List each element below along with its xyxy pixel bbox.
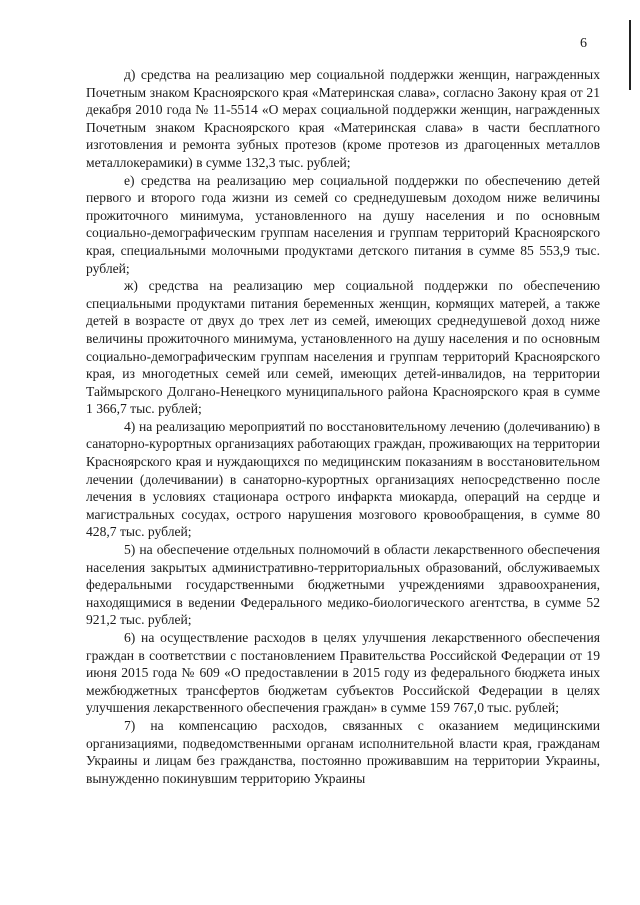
paragraph-6: 6) на осуществление расходов в целях улучшения лекарственного обеспечения граждан в соответствии с постановлением Правительства Российской Федерации от 19 июня 2015 года № 609 «О предоставлении в 2015 году из федерального бюджета иных межбюджетных трансфертов бюджетам субъектов Российской Федерации в целях улучшения лекарственного обеспечения граждан» в сумме 159 767,0 тыс. рублей; xyxy=(86,630,600,716)
document-body xyxy=(86,66,600,787)
paragraph-4: 4) на реализацию мероприятий по восстановительному лечению (долечиванию) в санаторно-курортных организациях работающих граждан, проживающих на территории Красноярского края и нуждающихся по медицинским показаниям в восстановительном лечении (долечивании) в санаторно-курортных организациях непосредственно после лечения в условиях стационара острого инфаркта миокарда, операций на сердце и магистральных сосудах, острого нарушения мозгового кровообращения, в сумме 80 428,7 тыс. рублей; xyxy=(86,418,600,540)
page-edge-line xyxy=(629,20,631,90)
paragraph-5: 5) на обеспечение отдельных полномочий в области лекарственного обеспечения населения закрытых административно-территориальных образований, обслуживаемых федеральными государственными бюджетными учреждениями здравоохранения, находящимися в ведении Федерального медико-биологического агентства, в сумме 52 921,2 тыс. рублей; xyxy=(86,542,600,628)
paragraph-7: 7) на компенсацию расходов, связанных с оказанием медицинскими организациями, подведомственными органам исполнительной власти края, гражданам Украины и лицам без гражданства, постоянно проживавшим на территории Украины, вынужденно покинувшим территорию Украины xyxy=(86,717,600,786)
paragraph-e: е) средства на реализацию мер социальной поддержки по обеспечению детей первого и второго года жизни из семей со среднедушевым доходом ниже величины прожиточного минимума, установленного на душу населения и по основным социально-демографическим группам населения и группам территорий Красноярского края, специальными молочными продуктами детского питания в сумме 85 553,9 тыс. рублей; xyxy=(86,172,600,276)
paragraph-d: д) средства на реализацию мер социальной поддержки женщин, награжденных Почетным знаком Красноярского края «Материнская слава», согласно Закону края от 21 декабря 2010 года № 11-5514 «О мерах социальной поддержки женщин, награжденных Почетным знаком Красноярского края «Материнская слава» в части бесплатного изготовления и ремонта зубных протезов (кроме протезов из драгоценных металлов металлокерамики) в сумме 132,3 тыс. рублей; xyxy=(86,67,600,170)
page-number: 6 xyxy=(580,36,587,51)
paragraph-zh: ж) средства на реализацию мер социальной поддержки по обеспечению специальными продуктами питания беременных женщин, кормящих матерей, а также детей в возрасте от двух до трех лет из семей, имеющих среднедушевой доход ниже величины прожиточного минимума, установленного на душу населения и по основным социально-демографическим группам населения и группам территорий Красноярского края, из многодетных семей или семей, имеющих детей-инвалидов, на территории Таймырского Долгано-Ненецкого муниципального района Красноярского края в сумме 1 366,7 тыс. рублей; xyxy=(86,278,600,417)
